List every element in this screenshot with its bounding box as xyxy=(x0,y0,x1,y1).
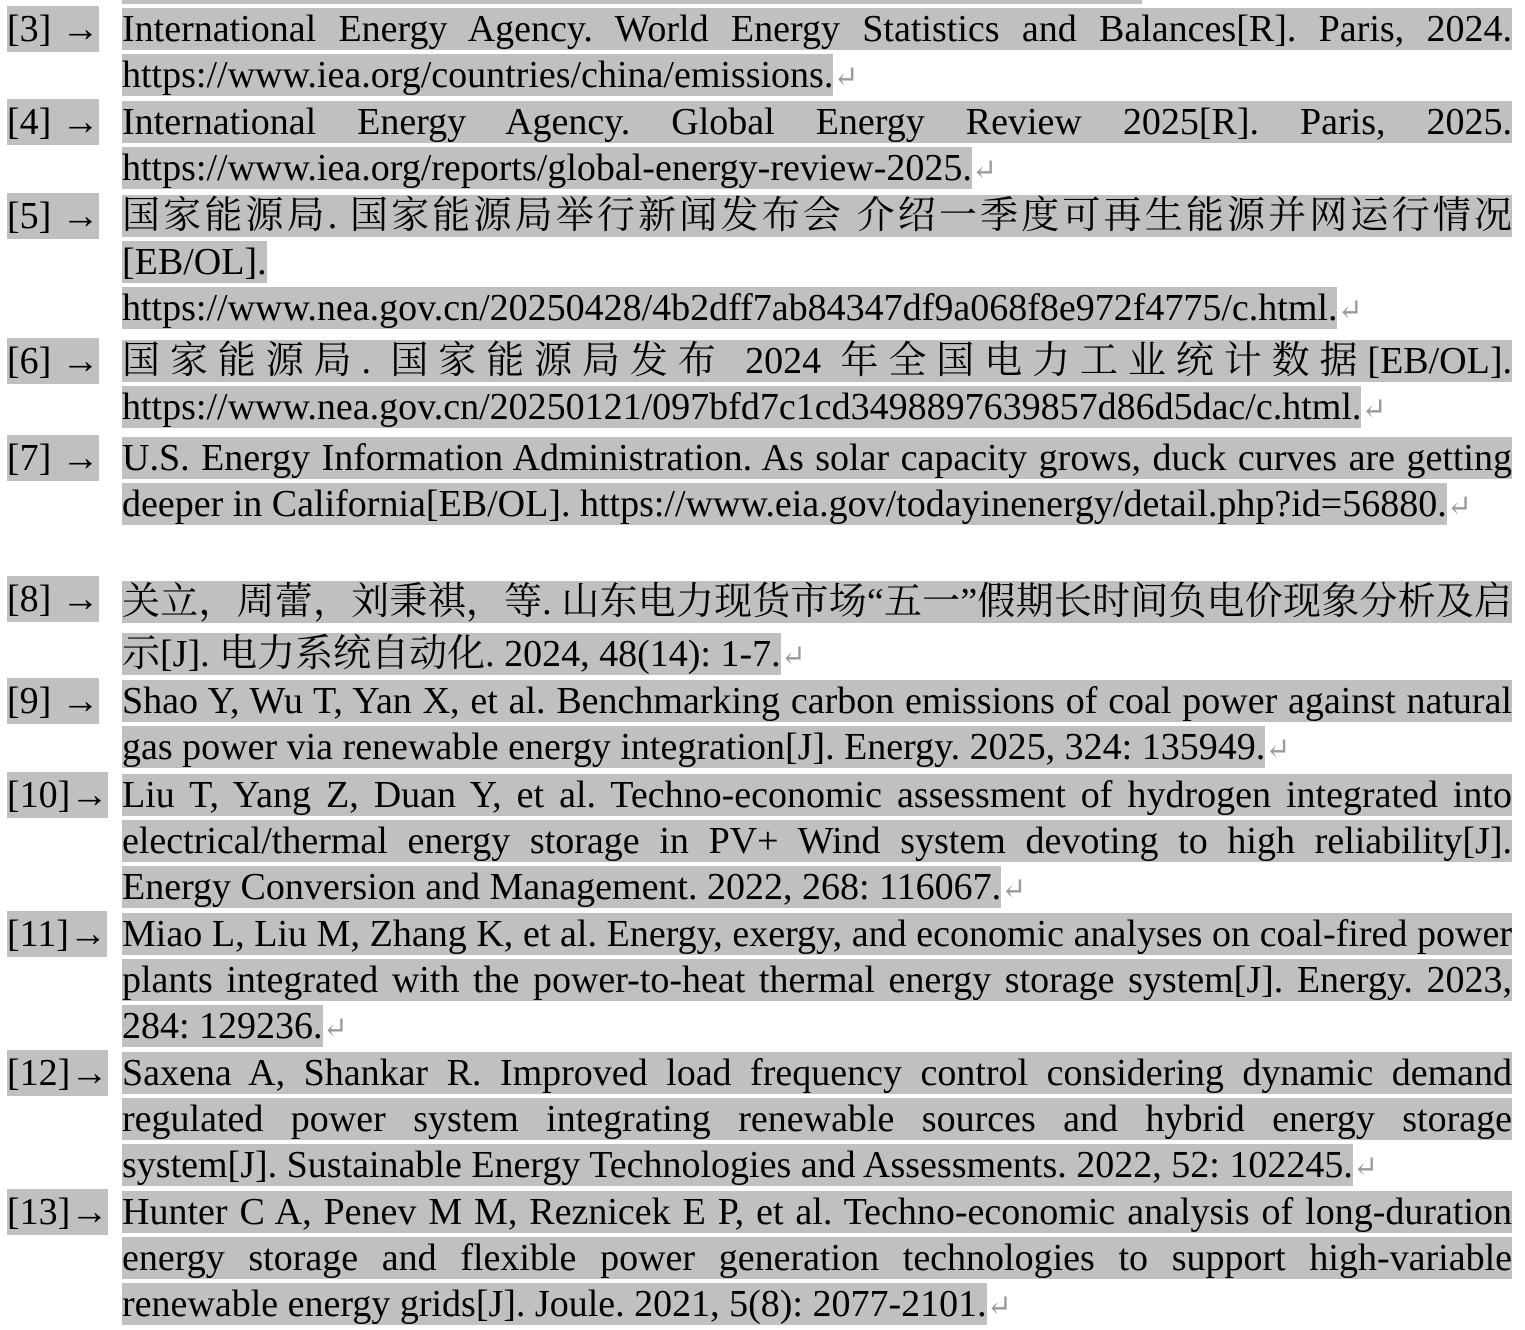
paragraph-mark-icon: ↵ xyxy=(322,1012,348,1045)
reference-text[interactable]: Hunter C A, Penev M M, Reznicek E P, et al. Techno-economic analysis of long-duration energy storage and flexible power generation technologies to support high-variable renewable energy grids[J]. Joule. 2021, 5(8): 2077-2101.↵ xyxy=(122,1191,1512,1325)
paragraph-mark-icon: ↵ xyxy=(1361,393,1387,426)
tab-arrow-icon: → xyxy=(61,680,100,722)
reference-label: [12]→ xyxy=(7,1052,109,1094)
reference-text[interactable]: Liu T, Yang Z, Duan Y, et al. Techno-economic assessment of hydrogen integrated into electrical/thermal energy storage in PV+ Wind system devoting to high reliability[J]. Energy Conversion and Management. 2022, 268: 116067.↵ xyxy=(122,774,1512,908)
tab-arrow-icon: → xyxy=(61,437,100,479)
tab-arrow-icon: → xyxy=(61,8,100,50)
tab-arrow-icon: → xyxy=(70,1191,109,1233)
reference-text[interactable]: Shao Y, Wu T, Yan X, et al. Benchmarking carbon emissions of coal power against natural gas power via renewable energy integration[J]. Energy. 2025, 324: 135949.↵ xyxy=(122,680,1512,768)
reference-label: [11]→ xyxy=(7,913,107,955)
paragraph-mark-icon: ↵ xyxy=(971,154,998,187)
tab-arrow-icon: → xyxy=(61,101,100,143)
tab-arrow-icon: → xyxy=(70,774,109,816)
paragraph-mark-icon: ↵ xyxy=(1001,873,1027,906)
reference-label: [5] → xyxy=(7,195,100,237)
reference-text[interactable]: 国家能源局. 国家能源局发布 2024 年全国电力工业统计数据[EB/OL]. https://www.nea.gov.cn/20250121/097bfd7c1cd3498897639857d86d5dac/c.html.↵ xyxy=(122,340,1512,428)
tab-arrow-icon: → xyxy=(61,195,100,237)
reference-text[interactable]: Saxena A, Shankar R. Improved load frequency control considering dynamic demand regulated power system integrating renewable sources and hybrid energy storage system[J]. Sustainable Energy Technologies and Assessments. 2022, 52: 102245.↵ xyxy=(122,1052,1512,1186)
reference-label: [8] → xyxy=(7,578,100,620)
paragraph-mark-icon: ↵ xyxy=(986,1290,1012,1323)
reference-text[interactable]: Miao L, Liu M, Zhang K, et al. Energy, exergy, and economic analyses on coal-fired power plants integrated with the power-to-heat thermal energy storage system[J]. Energy. 2023, 284: 129236.↵ xyxy=(122,913,1512,1047)
paragraph-mark-icon: ↵ xyxy=(1337,294,1363,327)
reference-label: [13]→ xyxy=(7,1191,109,1233)
reference-label: [10]→ xyxy=(7,774,109,816)
reference-text[interactable]: U.S. Energy Information Administration. As solar capacity grows, duck curves are getting deeper in California[EB/OL]. https://www.eia.gov/todayinenergy/detail.php?id=56880.↵ xyxy=(122,437,1512,525)
reference-label: [3] → xyxy=(7,8,100,50)
reference-label: [4] → xyxy=(7,101,100,143)
paragraph-mark-icon: ↵ xyxy=(833,61,859,94)
tab-arrow-icon: → xyxy=(68,913,107,955)
reference-label: [7] → xyxy=(7,437,100,479)
tab-arrow-icon: → xyxy=(61,340,100,382)
paragraph-mark-icon: ↵ xyxy=(1352,1151,1378,1184)
reference-text[interactable]: 国家能源局. 国家能源局举行新闻发布会 介绍一季度可再生能源并网运行情况[EB/OL]. https://www.nea.gov.cn/20250428/4b2dff7ab84347df9a068f8e972f4775/c.html.↵ xyxy=(122,195,1512,329)
tab-arrow-icon: → xyxy=(70,1052,109,1094)
reference-label: [9] → xyxy=(7,680,100,722)
reference-text[interactable]: International Energy Agency. World Energy Statistics and Balances[R]. Paris, 2024. https://www.iea.org/countries/china/emissions.↵ xyxy=(122,8,1512,96)
previous-reference-tail xyxy=(122,0,1142,4)
paragraph-mark-icon: ↵ xyxy=(780,640,806,673)
reference-text[interactable]: International Energy Agency. Global Energy Review 2025[R]. Paris, 2025. https://www.iea.org/reports/global-energy-review-2025.↵ xyxy=(122,101,1512,189)
paragraph-mark-icon: ↵ xyxy=(1446,490,1472,523)
reference-text[interactable]: 关立，周蕾，刘秉祺，等. 山东电力现货市场“五一”假期长时间负电价现象分析及启示[J]. 电力系统自动化. 2024, 48(14): 1-7.↵ xyxy=(122,581,1512,675)
tab-arrow-icon: → xyxy=(61,578,100,620)
reference-label: [6] → xyxy=(7,340,100,382)
paragraph-mark-icon: ↵ xyxy=(1265,733,1291,766)
